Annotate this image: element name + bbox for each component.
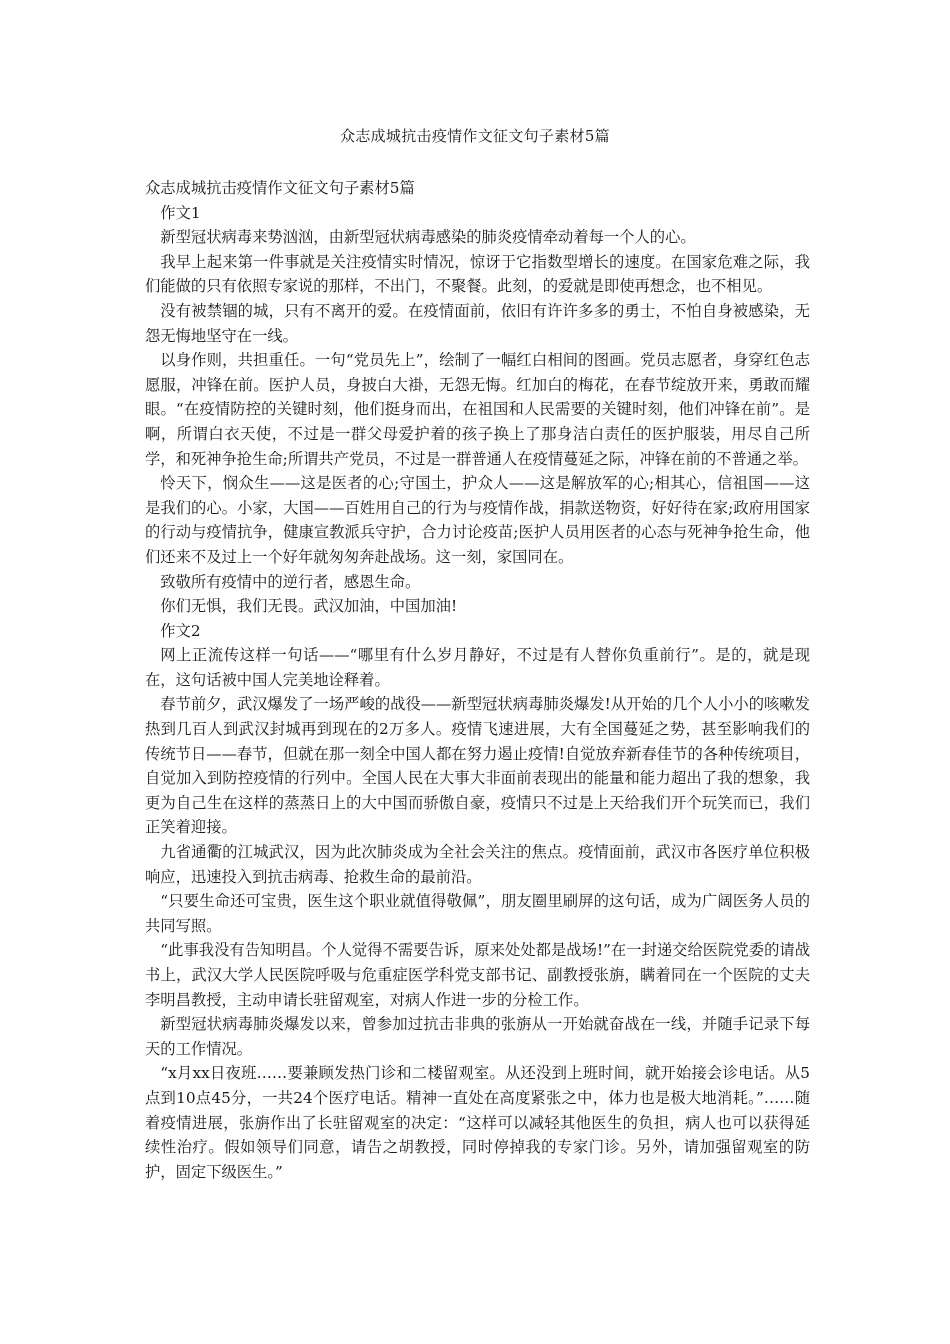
paragraph: 春节前夕，武汉爆发了一场严峻的战役——新型冠状病毒肺炎爆发!从开始的几个人小小的咳嗽发热到几百人到武汉封城再到现在的2万多人。疫情飞速进展，大有全国蔓延之势，甚至影响我们的传统节日——春节，但就在那一刻全中国人都在努力遏止疫情!自觉放弃新春佳节的各种传统项目，自觉加入到防控疫情的行列中。全国人民在大事大非面前表现出的能量和能力超出了我的想象，我更为自己生在这样的蒸蒸日上的大中国而骄傲自豪，疫情只不过是上天给我们开个玩笑而已，我们正笑着迎接。 — [145, 695, 810, 837]
paragraph: “此事我没有告知明昌。个人觉得不需要告诉，原来处处都是战场!”在一封递交给医院党委的请战书上，武汉大学人民医院呼吸与危重症医学科党支部书记、副教授张旃，瞒着同在一个医院的丈夫李明昌教授，主动申请长驻留观室，对病人作进一步的分检工作。 — [145, 941, 810, 1009]
paragraph: 你们无惧，我们无畏。武汉加油，中国加油! — [160, 597, 458, 616]
paragraph: 我早上起来第一件事就是关注疫情实时情况，惊讶于它指数型增长的速度。在国家危难之际，我们能做的只有依照专家说的那样，不出门，不聚餐。此刻，的爱就是即使再想念，也不相见。 — [145, 252, 810, 296]
paragraph: 新型冠状病毒肺炎爆发以来，曾参加过抗击非典的张旃从一开始就奋战在一线，并随手记录下每天的工作情况。 — [145, 1015, 810, 1058]
paragraph: 怜天下，悯众生——这是医者的心;守国土，护众人——这是解放军的心;相其心，信祖国——这是我们的心。小家，大国——百姓用自己的行为与疫情作战，捐款送物资，好好待在家;政府用国家的行动与疫情抗争，健康宣教派兵守护，合力讨论疫苗;医护人员用医者的心态与死神争抢生命，他们还来不及过上一个好年就匆匆奔赴战场。这一刻，家国同在。 — [145, 474, 810, 566]
section-heading-essay-2: 作文2 — [160, 621, 201, 640]
document-body — [145, 176, 810, 1184]
paragraph: 九省通衢的江城武汉，因为此次肺炎成为全社会关注的焦点。疫情面前，武汉市各医疗单位积极响应，迅速投入到抗击病毒、抢救生命的最前沿。 — [145, 843, 810, 886]
paragraph: 网上正流传这样一句话——“哪里有什么岁月静好，不过是有人替你负重前行”。是的，就是现在，这句话被中国人完美地诠释着。 — [145, 646, 810, 689]
document-title: 众志成城抗击疫情作文征文句子素材5篇 — [340, 127, 610, 145]
paragraph: 致敬所有疫情中的逆行者，感恩生命。 — [160, 572, 421, 591]
paragraph: “x月xx日夜班……要兼顾发热门诊和二楼留观室。从还没到上班时间，就开始接会诊电话。从5点到10点45分，一共24个医疗电话。精神一直处在高度紧张之中，体力也是极大地消耗。”……随着疫情进展，张旃作出了长驻留观室的决定：“这样可以减轻其他医生的负担，病人也可以获得延续性治疗。假如领导们同意，请告之胡教授，同时停掉我的专家门诊。另外，请加强留观室的防护，固定下级医生。” — [145, 1064, 810, 1181]
body-heading: 众志成城抗击疫情作文征文句子素材5篇 — [145, 179, 415, 197]
paragraph: “只要生命还可宝贵，医生这个职业就值得敬佩”，朋友圈里刷屏的这句话，成为广阔医务人员的共同写照。 — [145, 892, 810, 935]
paragraph: 没有被禁锢的城，只有不离开的爱。在疫情面前，依旧有许许多多的勇士，不怕自身被感染，无怨无悔地坚守在一线。 — [145, 301, 810, 345]
paragraph: 新型冠状病毒来势汹汹，由新型冠状病毒感染的肺炎疫情牵动着每一个人的心。 — [160, 228, 696, 247]
section-heading-essay-1: 作文1 — [160, 203, 201, 222]
paragraph: 以身作则，共担重任。一句“党员先上”，绘制了一幅红白相间的图画。党员志愿者，身穿红色志愿服，冲锋在前。医护人员，身披白大褂，无怨无悔。红加白的梅花，在春节绽放开来，勇敢而耀眼。“在疫情防控的关键时刻，他们挺身而出，在祖国和人民需要的关键时刻，他们冲锋在前”。是啊，所谓白衣天使，不过是一群父母爱护着的孩子换上了那身洁白责任的医护服装，用尽自己所学，和死神争抢生命;所谓共产党员，不过是一群普通人在疫情蔓延之际，冲锋在前的不普通之举。 — [145, 351, 810, 468]
